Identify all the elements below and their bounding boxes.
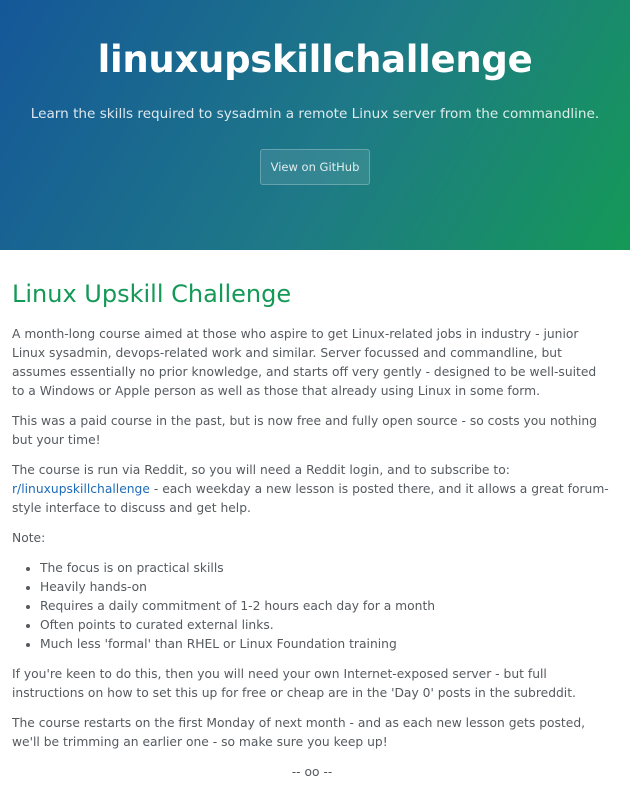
list-item: • Requires a daily commitment of 1-2 hours each day for a month [40, 597, 612, 616]
reddit-paragraph [12, 461, 612, 518]
section-separator: -- oo -- [291, 765, 333, 779]
list-item: • The focus is on practical skills [40, 559, 612, 578]
paid-paragraph: This was a paid course in the past, but is now free and fully open source - so costs you nothing but your time! [12, 414, 597, 447]
reddit-text-before: The course is run via Reddit, so you will need a Reddit login, and to subscribe to: [12, 463, 510, 477]
main-content [0, 250, 630, 782]
intro-paragraph: A month-long course aimed at those who aspire to get Linux-related jobs in industry - junior Linux sysadmin, devops-related work and similar. Server focussed and commandline, but assumes essentially no prior knowledge, and starts off very gently - designed to be well-suited to a Windows or Apple person as well as those that already using Linux in some form. [12, 327, 597, 398]
note-label: Note: [12, 531, 46, 545]
notes-list [12, 559, 612, 654]
list-item: • Often points to curated external links. [40, 616, 612, 635]
page-heading: Linux Upskill Challenge [12, 280, 292, 308]
list-item: • Heavily hands-on [40, 578, 612, 597]
server-paragraph: If you're keen to do this, then you will need your own Internet-exposed server - but full instructions on how to set this up for free or cheap are in the 'Day 0' posts in the subreddit. [12, 667, 576, 700]
project-title: linuxupskillchallenge [97, 38, 533, 81]
list-item: • Much less 'formal' than RHEL or Linux Foundation training [40, 635, 612, 654]
view-on-github-button[interactable]: View on GitHub [260, 149, 370, 185]
subreddit-link[interactable]: r/linuxupskillchallenge [12, 482, 150, 496]
project-tagline: Learn the skills required to sysadmin a remote Linux server from the commandline. [30, 106, 600, 122]
restart-paragraph: The course restarts on the first Monday of next month - and as each new lesson gets posted, we'll be trimming an earlier one - so make sure you keep up! [12, 716, 586, 749]
reddit-text-after: - each weekday a new lesson is posted there, and it allows a great forum-style interface to discuss and get help. [12, 482, 609, 515]
page-header [0, 0, 630, 250]
